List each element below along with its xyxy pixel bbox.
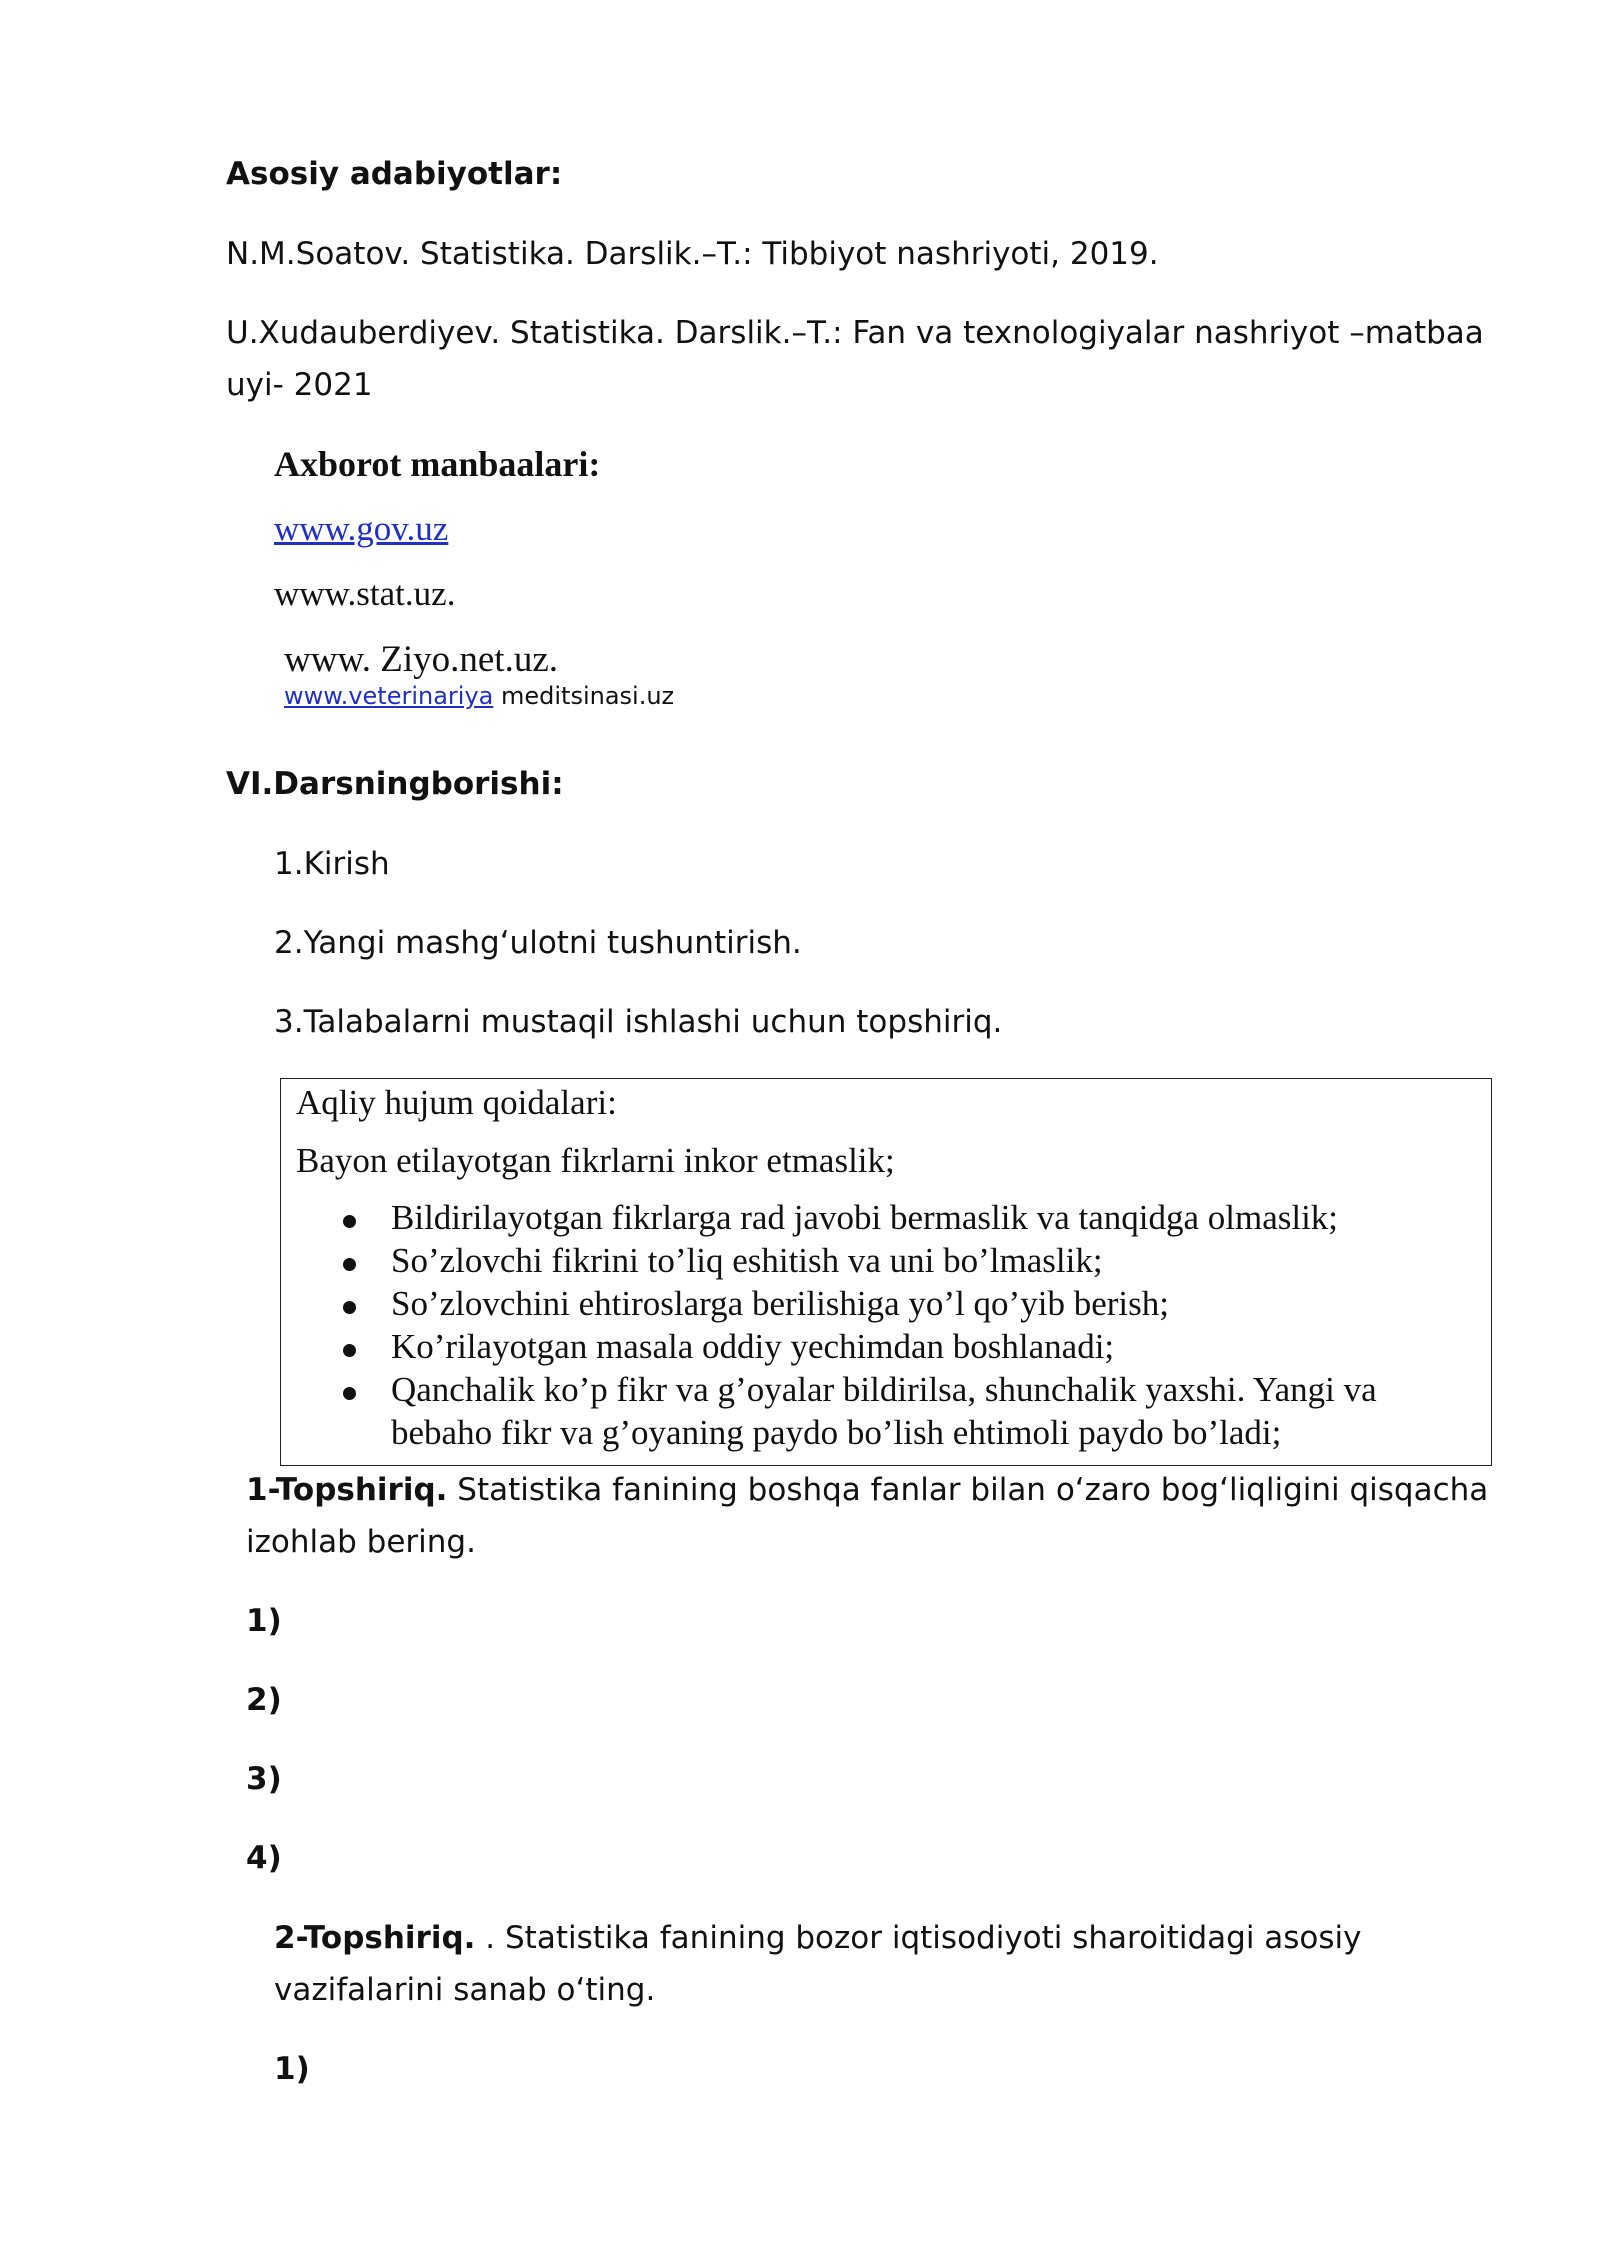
task2-line-2: vazifalarini sanab oʻting. [274,1972,656,2008]
rules-bullet-5: Qanchalik ko’p fikr va g’oyalar bildirilsa, shunchalik yaxshi. Yangi va [391,1370,1377,1409]
task1-answer-2: 2) [246,1682,282,1718]
task1-line-1 [246,1472,1488,1508]
rules-bullet-2: So’zlovchi fikrini to’liq eshitish va uni bo’lmaslik; [391,1241,1103,1280]
lesson-heading: VI.Darsningborishi: [226,766,564,802]
task1-text: Statistika fanining boshqa fanlar bilan oʻzaro bogʻliqligini qisqacha [447,1472,1489,1508]
task1-label: 1-Topshiriq. [246,1472,448,1508]
task2-text: . Statistika fanining bozor iqtisodiyoti sharoitidagi asosiy [475,1920,1362,1956]
task1-answer-1: 1) [246,1603,282,1639]
lesson-step-2: 2.Yangi mashgʻulotni tushuntirish. [274,925,802,961]
rules-bullet-1: Bildirilayotgan fikrlarga rad javobi bermaslik va tanqidga olmaslik; [391,1198,1339,1237]
rules-bullet-5-cont: bebaho fikr va g’oyaning paydo bo’lish ehtimoli paydo bo’ladi; [391,1413,1282,1452]
source-veterinariya-rest: meditsinasi.uz [493,682,675,710]
task2-label: 2-Topshiriq. [274,1920,476,1956]
bullet-dot [343,1344,356,1357]
literature-item-2-line-2: uyi- 2021 [226,367,373,403]
task1-answer-3: 3) [246,1761,282,1797]
rules-box [280,1078,1492,1466]
bullet-dot [343,1387,356,1400]
literature-heading: Asosiy adabiyotlar: [226,156,563,192]
source-stat: www.stat.uz. [274,574,456,613]
task1-answer-4: 4) [246,1840,282,1876]
source-veterinariya [284,682,674,710]
sources-heading: Axborot manbaalari: [274,444,601,484]
source-link-gov[interactable]: www.gov.uz [274,509,449,548]
source-ziyo: www. Ziyo.net.uz. [284,639,559,680]
rules-title: Aqliy hujum qoidalari: [296,1083,617,1122]
lesson-step-3: 3.Talabalarni mustaqil ishlashi uchun topshiriq. [274,1004,1003,1040]
task1-line-2: izohlab bering. [246,1524,476,1560]
rules-bullet-4: Ko’rilayotgan masala oddiy yechimdan boshlanadi; [391,1327,1115,1366]
task2-answer-1: 1) [274,2051,310,2087]
rules-bullet-3: So’zlovchini ehtiroslarga berilishiga yo’l qo’yib berish; [391,1284,1169,1323]
lesson-step-1: 1.Kirish [274,846,390,882]
task2-line-1 [274,1920,1362,1956]
bullet-dot [343,1215,356,1228]
source-link-veterinariya[interactable]: www.veterinariya [284,682,494,710]
bullet-dot [343,1301,356,1314]
rules-intro: Bayon etilayotgan fikrlarni inkor etmaslik; [296,1141,895,1180]
literature-item-1: N.M.Soatov. Statistika. Darslik.–T.: Tibbiyot nashriyoti, 2019. [226,236,1159,272]
bullet-dot [343,1258,356,1271]
literature-item-2-line-1: U.Xudauberdiyev. Statistika. Darslik.–T.: Fan va texnologiyalar nashriyot –matbaa [226,315,1484,351]
